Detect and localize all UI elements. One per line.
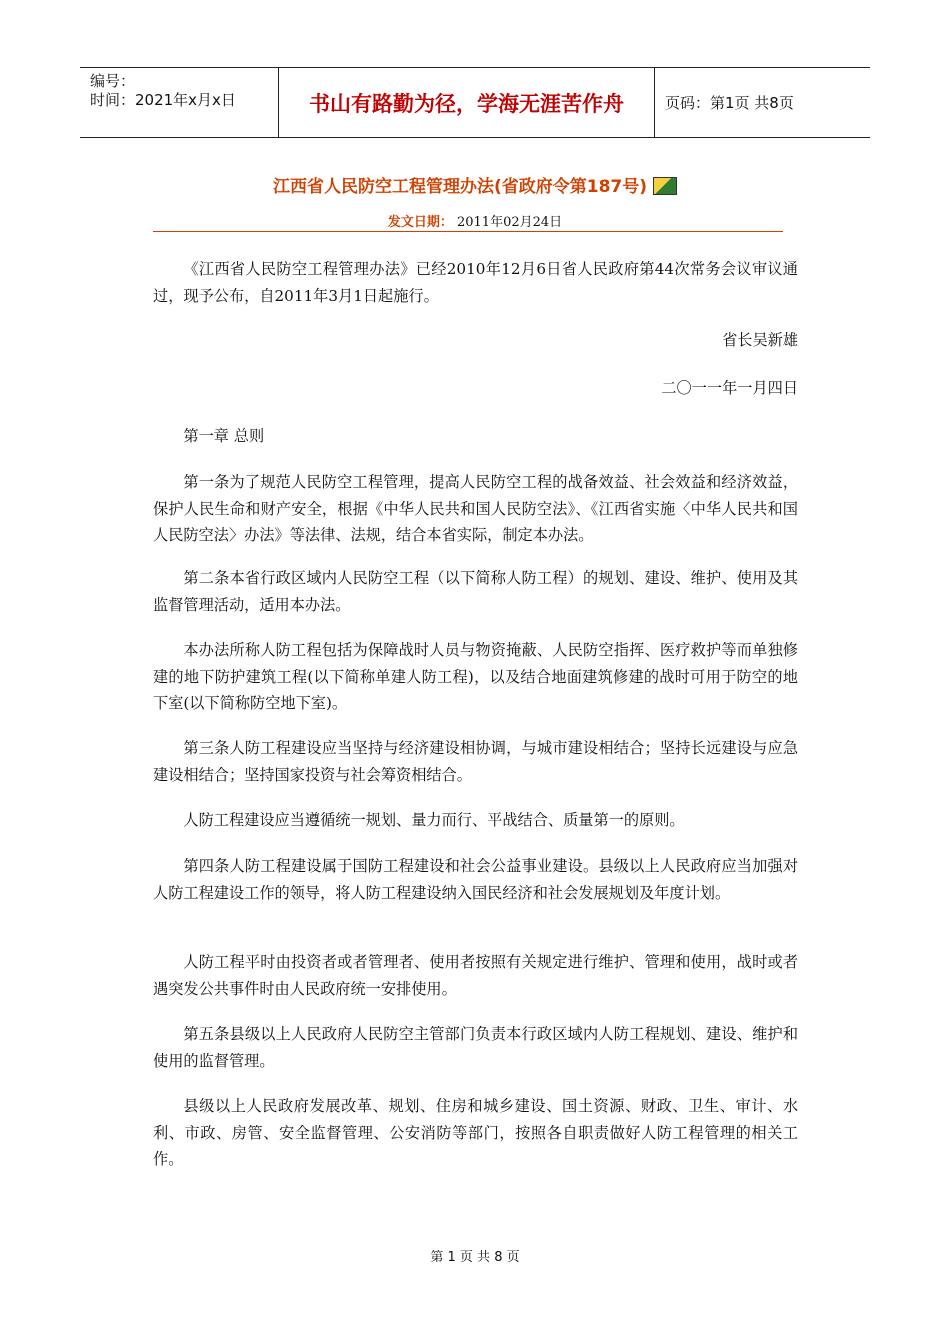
issue-date [0,211,950,230]
signature-governor: 省长吴新雄 [722,331,798,349]
document-link-icon[interactable] [653,177,677,195]
document-title: 江西省人民防空工程管理办法(省政府令第187号) [272,177,648,197]
header-table [80,67,870,138]
title-divider [153,231,783,232]
article-1: 第一条为了规范人民防空工程管理，提高人民防空工程的战备效益、社会效益和经济效益，保护人民生命和财产安全，根据《中华人民共和国人民防空法》、《江西省实施〈中华人民共和国人民防空法〉办法》等法律、法规，结合本省实际，制定本办法。 [153,473,798,544]
article-3-principle: 人防工程建设应当遵循统一规划、量力而行、平战结合、质量第一的原则。 [183,811,685,829]
chapter-heading: 第一章 总则 [183,427,265,445]
header-motto: 书山有路勤为径，学海无涯苦作舟 [279,68,655,137]
article-4: 第四条人防工程建设属于国防工程建设和社会公益事业建设。县级以上人民政府应当加强对人防工程建设工作的领导，将人防工程建设纳入国民经济和社会发展规划及年度计划。 [153,857,798,902]
signature-date: 二〇一一年一月四日 [661,379,798,397]
number-label: 编号： [90,72,136,90]
article-2: 第二条本省行政区域内人民防空工程（以下简称人防工程）的规划、建设、维护、使用及其监督管理活动，适用本办法。 [153,569,798,614]
paragraph-promulgation: 《江西省人民防空工程管理办法》已经2010年12月6日省人民政府第44次常务会议审议通过，现予公布，自2011年3月1日起施行。 [153,260,798,305]
time-label: 时间：2021年x月x日 [90,91,236,109]
header-page-code: 页码：第1页 共8页 [665,94,794,112]
article-3: 第三条人防工程建设应当坚持与经济建设相协调，与城市建设相结合；坚持长远建设与应急建设相结合；坚持国家投资与社会筹资相结合。 [153,739,798,784]
issue-date-label: 发文日期： [387,215,453,230]
issue-date-value: 2011年02月24日 [456,215,563,230]
article-5-departments: 县级以上人民政府发展改革、规划、住房和城乡建设、国土资源、财政、卫生、审计、水利、市政、房管、安全监督管理、公安消防等部门，按照各自职责做好人防工程管理的相关工作。 [153,1097,798,1168]
header-meta [80,68,279,137]
article-5: 第五条县级以上人民政府人民防空主管部门负责本行政区域内人防工程规划、建设、维护和使用的监督管理。 [153,1025,798,1070]
article-2-definition: 本办法所称人防工程包括为保障战时人员与物资掩蔽、人民防空指挥、医疗救护等而单独修建的地下防护建筑工程(以下简称单建人防工程)，以及结合地面建筑修建的战时可用于防空的地下室(以下简称防空地下室)。 [153,641,798,712]
article-4-usage: 人防工程平时由投资者或者管理者、使用者按照有关规定进行维护、管理和使用，战时或者遇突发公共事件时由人民政府统一安排使用。 [153,953,798,998]
document-title-row [0,172,950,197]
page-footer: 第 1 页 共 8 页 [430,1250,520,1265]
